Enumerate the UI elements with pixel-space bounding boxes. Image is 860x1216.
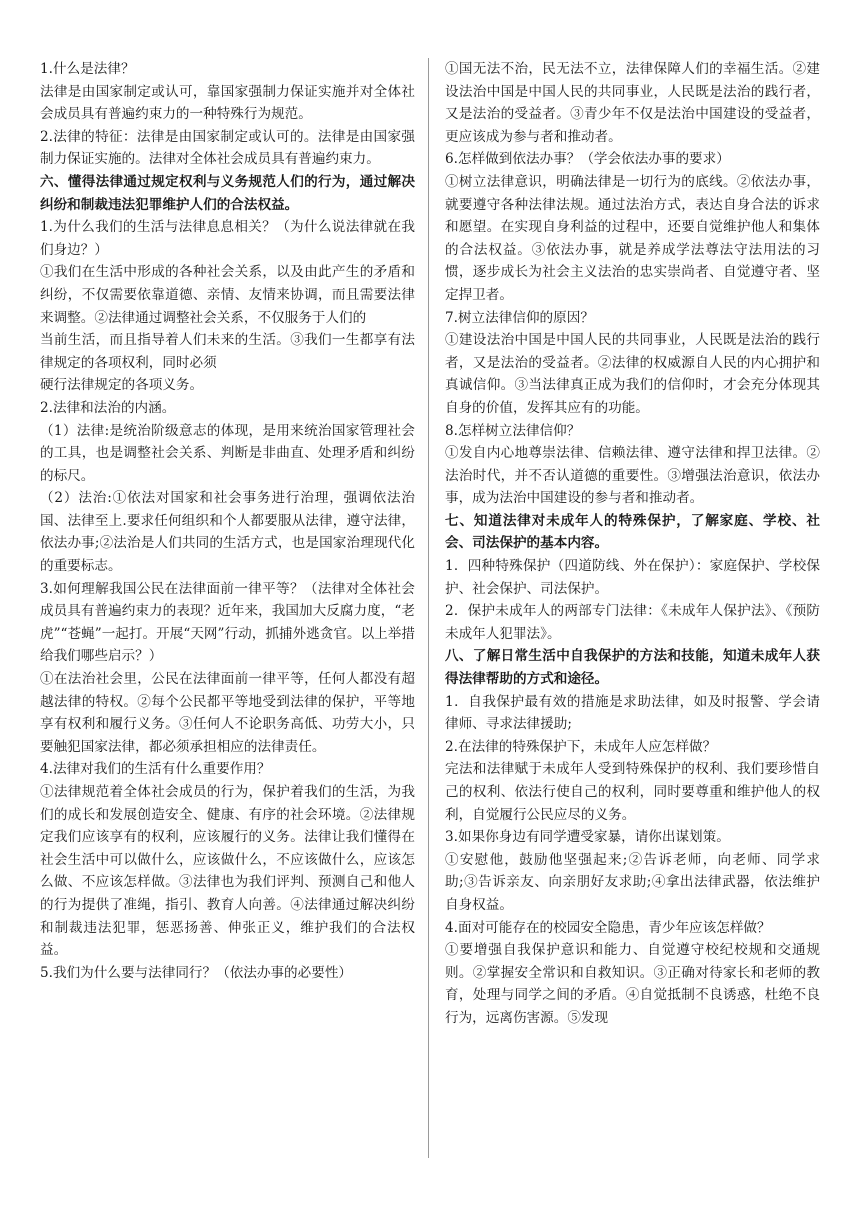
paragraph: 2．保护未成年人的两部专门法律：《未成年人保护法》、《预防未成年人犯罪法》。: [445, 603, 820, 642]
paragraph: 3.如何理解我国公民在法律面前一律平等？（法律对全体社会成员具有普遍约束力的表现？近年来，我国加大反腐力度，“老虎”“苍蝇”一起打。开展“天网”行动，抓捕外逃贪官。以上举措给我们哪些启示？）: [40, 580, 415, 665]
paragraph: ①在法治社会里，公民在法律面前一律平等，任何人都没有超越法律的特权。②每个公民都平等地受到法律的保护，平等地享有权利和履行义务。③任何人不论职务高低、功劳大小，只要触犯国家法律，都必须承担相应的法律责任。: [40, 671, 415, 755]
paragraph: （1）法律:是统治阶级意志的体现，是用来统治国家管理社会的工具，也是调整社会关系、判断是非曲直、处理矛盾和纠纷的标尺。: [40, 422, 415, 484]
right-column: [445, 58, 820, 1030]
paragraph: ①法律规范着全体社会成员的行为，保护着我们的生活，为我们的成长和发展创造安全、健康、有序的社会环境。②法律规定我们应该享有的权利，应该履行的义务。法律让我们懂得在社会生活中可以做什么，应该做什么，不应该做什么，应该怎么做、不应该怎样做。③法律也为我们评判、预测自己和他人的行为提供了准绳，指引、教育人向善。④法律通过解决纠纷和制裁违法犯罪，惩恶扬善、伸张正义，维护我们的合法权益。: [40, 784, 415, 959]
paragraph: ①我们在生活中形成的各种社会关系，以及由此产生的矛盾和纠纷，不仅需要依靠道德、亲情、友情来协调，而且需要法律来调整。②法律通过调整社会关系，不仅服务于人们的 当前生活，而且指导着人们未来的生活。③我们一生都享有法律规定的各项权利，同时必须 硬行法律规定的各项义务。: [40, 264, 415, 394]
paragraph: 1．四种特殊保护（四道防线、外在保护）：家庭保护、学校保护、社会保护、司法保护。: [445, 558, 820, 597]
column-divider: [428, 58, 429, 1158]
paragraph: 7.树立法律信仰的原因？: [445, 309, 594, 326]
paragraph: 法律是由国家制定或认可，靠国家强制力保证实施并对全体社会成员具有普遍约束力的一种特殊行为规范。: [40, 83, 415, 123]
paragraph: 2.在法律的特殊保护下，未成年人应怎样做？: [445, 738, 717, 755]
paragraph: 2.法律和法治的内涵。: [40, 399, 176, 416]
section-heading: 八、了解日常生活中自我保护的方法和技能，知道未成年人获得法律帮助的方式和途径。: [445, 648, 820, 688]
paragraph: ①国无法不治，民无法不立，法律保障人们的幸福生活。②建设法治中国是中国人民的共同事业，人民既是法治的践行者，又是法治的受益者。③青少年不仅是法治中国建设的受益者，更应该成为参与者和推动者。: [445, 61, 820, 145]
paragraph: 6.怎样做到依法办事？（学会依法办事的要求）: [445, 151, 730, 168]
paragraph: 1.什么是法律？: [40, 61, 135, 77]
paragraph: 3.如果你身边有同学遭受家暴，请你出谋划策。: [445, 829, 730, 846]
paragraph: ①发自内心地尊崇法律、信赖法律、遵守法律和捍卫法律。②法治时代，并不否认道德的重要性。③增强法治意识，依法办事，成为法治中国建设的参与者和推动者。: [445, 445, 820, 507]
paragraph: 4.法律对我们的生活有什么重要作用？: [40, 761, 271, 778]
section-heading: 七、知道法律对未成年人的特殊保护，了解家庭、学校、社会、司法保护的基本内容。: [445, 512, 820, 552]
paragraph: ①安慰他，鼓励他坚强起来;②告诉老师，向老师、同学求助;③告诉亲友、向亲朋好友求助;④拿出法律武器，依法维护自身权益。: [445, 851, 820, 913]
paragraph: （2）法治:①依法对国家和社会事务进行治理，强调依法治国、法律至上.要求任何组织和个人都要服从法律，遵守法律，依法办事;②法治是人们共同的生活方式，也是国家治理现代化的重要标志。: [40, 490, 415, 575]
paragraph: 8.怎样树立法律信仰？: [445, 422, 581, 439]
paragraph: 5.我们为什么要与法律同行？（依法办事的必要性）: [40, 964, 353, 981]
paragraph: ①建设法治中国是中国人民的共同事业，人民既是法治的践行者，又是法治的受益者。②法律的权威源自人民的内心拥护和真诚信仰。③当法律真正成为我们的信仰时，才会充分体现其自身的价值，发挥其应有的功能。: [445, 332, 820, 416]
left-column: [40, 58, 415, 984]
paragraph: 4.面对可能存在的校园安全隐患，青少年应该怎样做？: [445, 919, 771, 936]
paragraph: 2.法律的特征：法律是由国家制定或认可的。法律是由国家强制力保证实施的。法律对全体社会成员具有普遍约束力。: [40, 128, 415, 168]
paragraph: ①要增强自我保护意识和能力、自觉遵守校纪校规和交通规则。②掌握安全常识和自救知识。③正确对待家长和老师的教育，处理与同学之间的矛盾。④自觉抵制不良诱惑，杜绝不良行为，远离伤害源。⑤发现: [445, 942, 820, 1026]
section-heading: 六、懂得法律通过规定权利与义务规范人们的行为，通过解决纠纷和制裁违法犯罪维护人们的合法权益。: [40, 173, 415, 213]
paragraph: 完法和法律赋于未成年人受到特殊保护的权利、我们要珍惜自己的权利、依法行使自己的权利，同时要尊重和维护他人的权利，自觉履行公民应尽的义务。: [445, 761, 820, 823]
paragraph: 1.为什么我们的生活与法律息息相关？（为什么说法律就在我们身边？）: [40, 219, 415, 258]
paragraph: ①树立法律意识，明确法律是一切行为的底线。②依法办事，就要遵守各种法律法规。通过法治方式，表达自身合法的诉求和愿望。在实现自身利益的过程中，还要自觉维护他人和集体的合法权益。③依法办事，就是养成学法尊法守法用法的习惯，逐步成长为社会主义法治的忠实崇尚者、自觉遵守者、坚定捍卫者。: [445, 173, 820, 303]
paragraph: 1．自我保护最有效的措施是求助法律，如及时报警、学会请律师、寻求法律援助;: [445, 693, 820, 733]
